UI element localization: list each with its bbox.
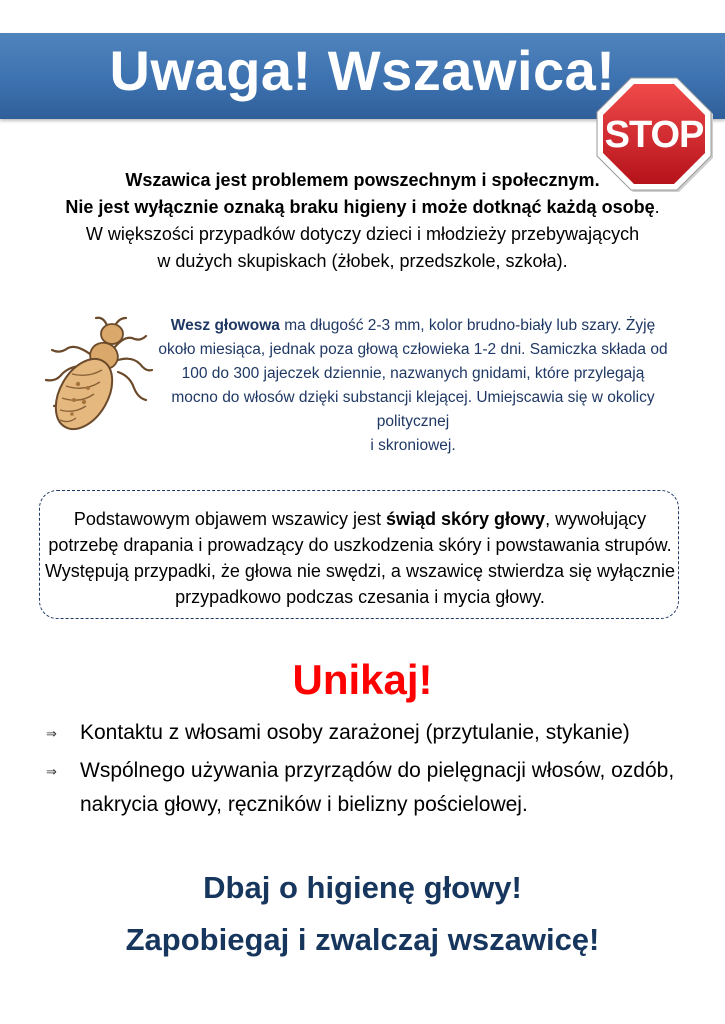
head-louse-illustration [32, 314, 154, 440]
louse-description [158, 314, 668, 458]
page-title: Uwaga! Wszawica! [109, 39, 616, 102]
louse-description-last-line: i skroniowej. [370, 437, 456, 454]
closing-line-1: Dbaj o higienę głowy! [203, 870, 522, 905]
symptoms-after: , wywołujący potrzebę drapania i prowadzący do uszkodzenia skóry i powstawania strupów. Występują przypadki, że głowa nie swędzi, a wszawicę stwierdza się wyłącznie przypadkowo podczas czesania i mycia głowy. [44, 509, 676, 607]
list-item [44, 754, 684, 822]
avoid-item-text: Wspólnego używania przyrządów do pielęgnacji włosów, ozdób, nakrycia głowy, ręczników i bielizny pościelowej. [80, 759, 675, 816]
louse-description-body: ma długość 2-3 mm, kolor brudno-biały lub szary. Żyję około miesiąca, jednak poza głową człowieka 1-2 dni. Samiczka składa od 100 do 300 jajeczek dziennie, nazwanych gnidami, które przylegają mocno do włosów dzięki substancji klejącej. Umiejscawia się w okolicy polityczne [158, 317, 668, 430]
list-item [44, 716, 684, 750]
louse-term: Wesz głowowa [170, 317, 280, 334]
avoid-item-text: Kontaktu z włosami osoby zarażonej (przytulanie, stykanie) [80, 721, 630, 744]
intro-text [20, 167, 705, 275]
symptoms-highlight: świąd skóry głowy [386, 509, 546, 529]
louse-description-line-end: j [445, 413, 450, 430]
closing-line-2: Zapobiegaj i zwalczaj wszawicę! [125, 922, 600, 957]
double-arrow-right-icon: ⇒ [46, 727, 57, 742]
intro-line-2-end: . [654, 197, 660, 217]
stop-sign-text: STOP [604, 114, 704, 156]
symptoms-before: Podstawowym objawem wszawicy jest [73, 509, 386, 529]
intro-line-4: w dużych skupiskach (żłobek, przedszkole, szkoła). [157, 251, 568, 271]
avoid-list [44, 716, 684, 826]
intro-line-3: W większości przypadków dotyczy dzieci i młodzieży przebywających [85, 224, 640, 244]
intro-line-2: Nie jest wyłącznie oznaką braku higieny i może dotknąć każdą osobę [65, 197, 655, 217]
intro-line-1: Wszawica jest problemem powszechnym i społecznym. [125, 170, 600, 190]
symptoms-text [42, 506, 678, 610]
avoid-heading: Unikaj! [292, 656, 433, 703]
double-arrow-right-icon: ⇒ [46, 765, 57, 780]
